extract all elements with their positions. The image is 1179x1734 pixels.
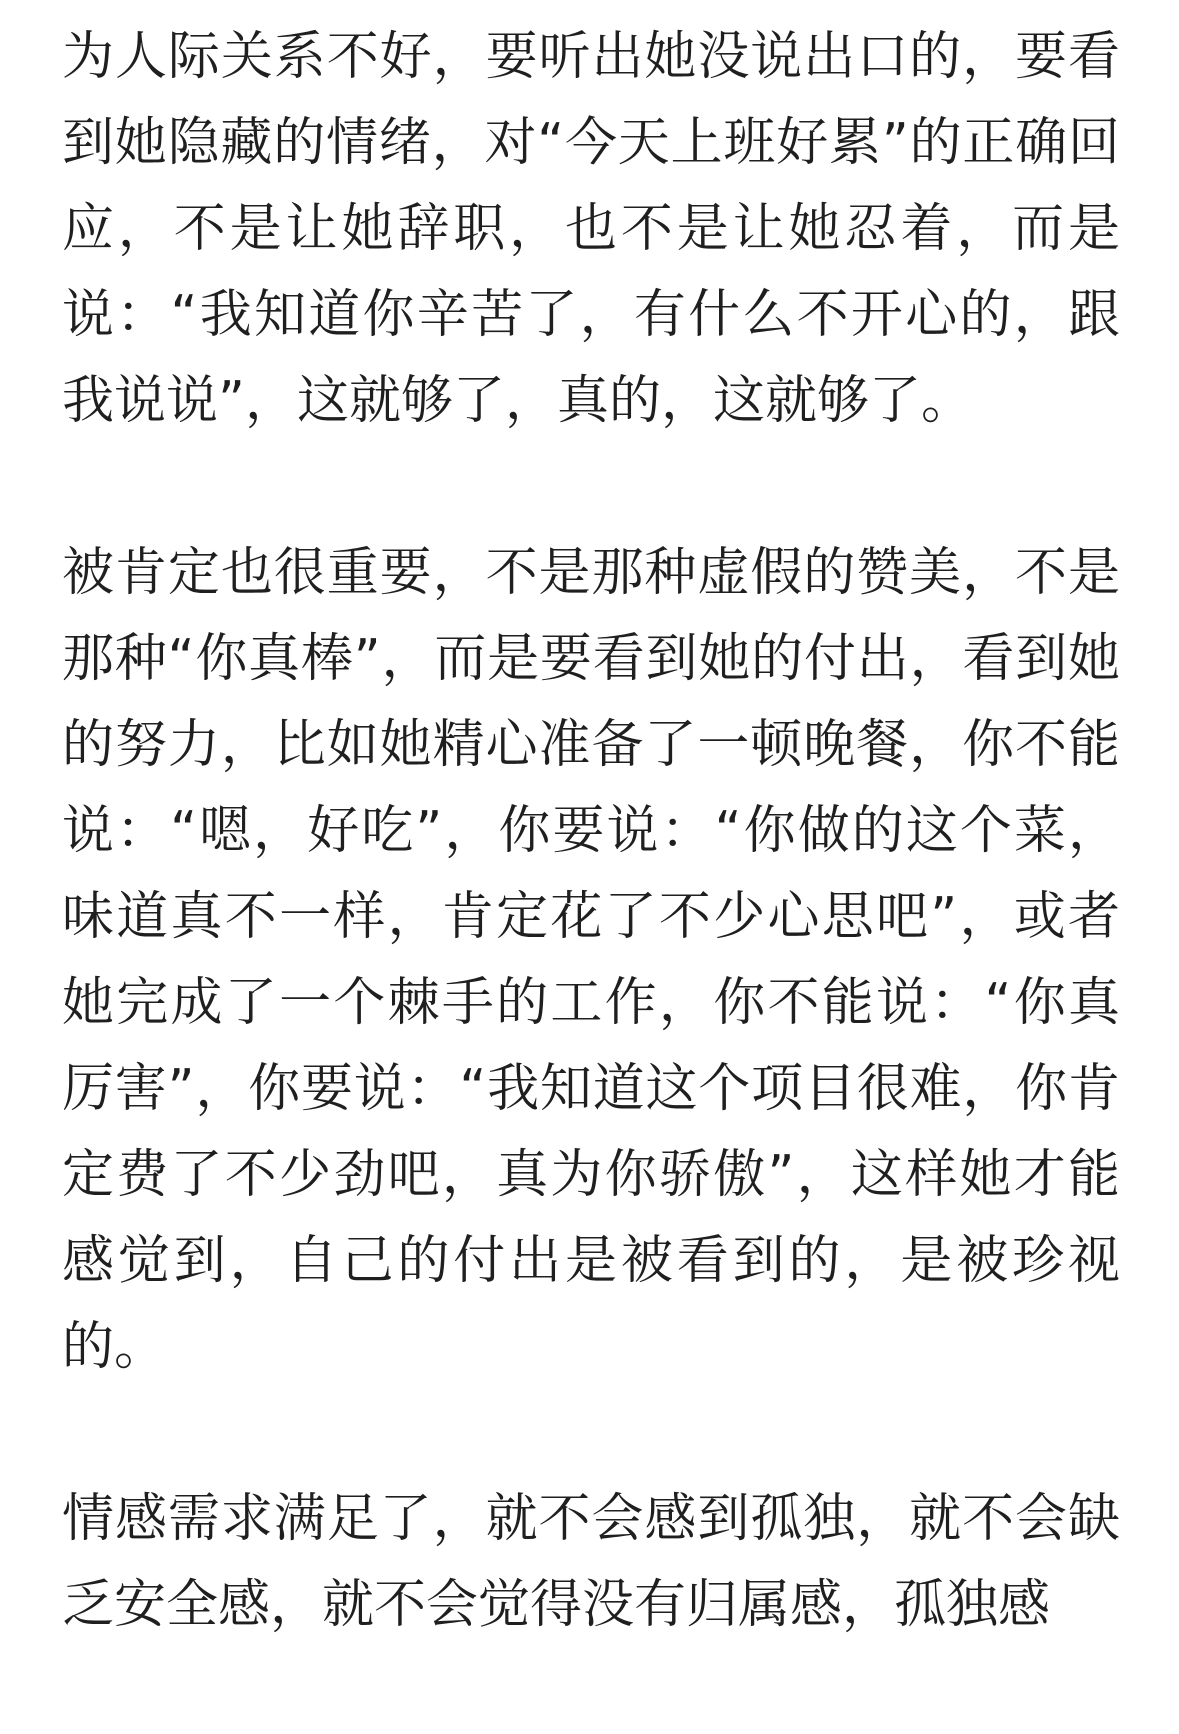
paragraph-2: 被肯定也很重要，不是那种虚假的赞美，不是那种“你真棒”，而是要看到她的付出，看到她的努力，比如她精心准备了一顿晚餐，你不能说：“嗯，好吃”，你要说：“你做的这个菜，味道真不一样，肯定花了不少心思吧”，或者她完成了一个棘手的工作，你不能说：“你真厉害”，你要说：“我知道这个项目很难，你肯定费了不少劲吧，真为你骄傲”，这样她才能感觉到，自己的付出是被看到的，是被珍视的。: [62, 543, 1120, 1377]
article-body: [62, 14, 1120, 1734]
paragraph-3: 情感需求满足了，就不会感到孤独，就不会缺乏安全感，就不会觉得没有归属感，孤独感: [62, 1489, 1120, 1635]
paragraph-1: 为人际关系不好，要听出她没说出口的，要看到她隐藏的情绪，对“今天上班好累”的正确回应，不是让她辞职，也不是让她忍着，而是说：“我知道你辛苦了，有什么不开心的，跟我说说”，这就够了，真的，这就够了。: [62, 27, 1120, 431]
